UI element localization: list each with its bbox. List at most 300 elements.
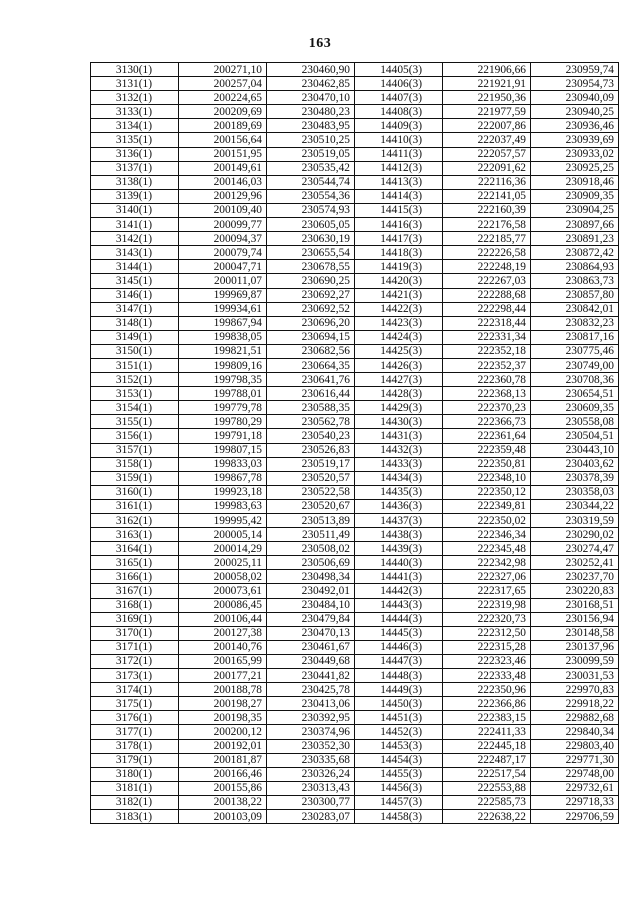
cell-point-id-right: 14434(3) — [355, 471, 443, 485]
table-row — [91, 485, 619, 499]
cell-x-left: 200198,27 — [179, 697, 267, 711]
cell-y-left: 230540,23 — [267, 429, 355, 443]
cell-x-left: 199995,42 — [179, 514, 267, 528]
cell-y-right: 229840,34 — [531, 725, 619, 739]
table-row — [91, 654, 619, 668]
cell-point-id-left: 3172(1) — [91, 654, 179, 668]
cell-x-right: 221921,91 — [443, 77, 531, 91]
cell-y-left: 230335,68 — [267, 753, 355, 767]
cell-x-left: 199798,35 — [179, 373, 267, 387]
cell-point-id-right: 14447(3) — [355, 654, 443, 668]
cell-point-id-left: 3132(1) — [91, 91, 179, 105]
cell-y-left: 230664,35 — [267, 358, 355, 372]
cell-y-right: 229718,33 — [531, 795, 619, 809]
cell-y-left: 230641,76 — [267, 373, 355, 387]
cell-point-id-right: 14420(3) — [355, 274, 443, 288]
cell-point-id-right: 14408(3) — [355, 105, 443, 119]
cell-x-left: 200086,45 — [179, 598, 267, 612]
cell-point-id-left: 3131(1) — [91, 77, 179, 91]
cell-point-id-right: 14449(3) — [355, 683, 443, 697]
table-row — [91, 387, 619, 401]
cell-point-id-left: 3177(1) — [91, 725, 179, 739]
cell-x-right: 222368,13 — [443, 387, 531, 401]
cell-x-right: 222585,73 — [443, 795, 531, 809]
cell-x-left: 199838,05 — [179, 330, 267, 344]
cell-x-right: 222342,98 — [443, 556, 531, 570]
table-row — [91, 542, 619, 556]
cell-y-right: 230168,51 — [531, 598, 619, 612]
cell-point-id-right: 14418(3) — [355, 246, 443, 260]
cell-y-left: 230462,85 — [267, 77, 355, 91]
cell-x-left: 200047,71 — [179, 260, 267, 274]
cell-point-id-right: 14423(3) — [355, 316, 443, 330]
cell-y-left: 230630,19 — [267, 232, 355, 246]
cell-point-id-right: 14457(3) — [355, 795, 443, 809]
table-row — [91, 598, 619, 612]
cell-point-id-left: 3166(1) — [91, 570, 179, 584]
cell-x-right: 222323,46 — [443, 654, 531, 668]
cell-y-left: 230352,30 — [267, 739, 355, 753]
cell-point-id-left: 3142(1) — [91, 232, 179, 246]
cell-x-left: 199969,87 — [179, 288, 267, 302]
cell-y-right: 230918,46 — [531, 175, 619, 189]
cell-point-id-right: 14421(3) — [355, 288, 443, 302]
cell-x-right: 222037,49 — [443, 133, 531, 147]
cell-y-right: 229771,30 — [531, 753, 619, 767]
cell-x-right: 222366,86 — [443, 697, 531, 711]
cell-x-left: 200140,76 — [179, 640, 267, 654]
table-row — [91, 499, 619, 513]
table-row — [91, 77, 619, 91]
cell-x-left: 200200,12 — [179, 725, 267, 739]
cell-x-left: 200151,95 — [179, 147, 267, 161]
table-row — [91, 274, 619, 288]
table-row — [91, 626, 619, 640]
cell-x-right: 222248,19 — [443, 260, 531, 274]
cell-x-left: 200058,02 — [179, 570, 267, 584]
cell-y-right: 230939,69 — [531, 133, 619, 147]
cell-x-right: 222350,02 — [443, 514, 531, 528]
table-row — [91, 683, 619, 697]
cell-y-right: 230940,09 — [531, 91, 619, 105]
table-row — [91, 358, 619, 372]
cell-y-right: 229882,68 — [531, 711, 619, 725]
cell-point-id-right: 14455(3) — [355, 767, 443, 781]
cell-x-left: 199833,03 — [179, 457, 267, 471]
cell-point-id-left: 3140(1) — [91, 203, 179, 217]
table-row — [91, 373, 619, 387]
cell-y-left: 230694,15 — [267, 330, 355, 344]
cell-x-right: 222411,33 — [443, 725, 531, 739]
cell-y-right: 230609,35 — [531, 401, 619, 415]
cell-y-left: 230510,25 — [267, 133, 355, 147]
cell-point-id-right: 14415(3) — [355, 203, 443, 217]
cell-point-id-left: 3180(1) — [91, 767, 179, 781]
cell-y-right: 230842,01 — [531, 302, 619, 316]
cell-x-left: 200271,10 — [179, 63, 267, 77]
cell-point-id-left: 3160(1) — [91, 485, 179, 499]
cell-x-right: 222517,54 — [443, 767, 531, 781]
table-row — [91, 330, 619, 344]
cell-y-left: 230470,13 — [267, 626, 355, 640]
cell-point-id-right: 14431(3) — [355, 429, 443, 443]
cell-y-left: 230690,25 — [267, 274, 355, 288]
cell-point-id-right: 14437(3) — [355, 514, 443, 528]
cell-point-id-right: 14416(3) — [355, 218, 443, 232]
table-row — [91, 767, 619, 781]
cell-y-left: 230508,02 — [267, 542, 355, 556]
table-row — [91, 133, 619, 147]
cell-y-left: 230326,24 — [267, 767, 355, 781]
cell-y-left: 230283,07 — [267, 809, 355, 823]
cell-x-left: 200189,69 — [179, 119, 267, 133]
cell-point-id-right: 14414(3) — [355, 189, 443, 203]
cell-y-right: 230252,41 — [531, 556, 619, 570]
cell-x-left: 199807,15 — [179, 443, 267, 457]
cell-point-id-left: 3159(1) — [91, 471, 179, 485]
cell-y-right: 230864,93 — [531, 260, 619, 274]
cell-point-id-right: 14413(3) — [355, 175, 443, 189]
table-row — [91, 640, 619, 654]
cell-x-right: 222298,44 — [443, 302, 531, 316]
cell-x-left: 200155,86 — [179, 781, 267, 795]
page-number: 163 — [308, 36, 332, 51]
table-row — [91, 612, 619, 626]
cell-x-right: 222057,57 — [443, 147, 531, 161]
cell-point-id-left: 3179(1) — [91, 753, 179, 767]
cell-x-left: 200011,07 — [179, 274, 267, 288]
cell-y-left: 230441,82 — [267, 669, 355, 683]
cell-x-right: 222185,77 — [443, 232, 531, 246]
table-row — [91, 415, 619, 429]
cell-point-id-left: 3152(1) — [91, 373, 179, 387]
cell-x-right: 222331,34 — [443, 330, 531, 344]
cell-y-left: 230492,01 — [267, 584, 355, 598]
cell-y-right: 230857,80 — [531, 288, 619, 302]
cell-x-right: 222312,50 — [443, 626, 531, 640]
cell-x-left: 199821,51 — [179, 344, 267, 358]
cell-y-left: 230483,95 — [267, 119, 355, 133]
cell-y-right: 230237,70 — [531, 570, 619, 584]
cell-point-id-right: 14456(3) — [355, 781, 443, 795]
cell-y-left: 230692,52 — [267, 302, 355, 316]
cell-y-left: 230616,44 — [267, 387, 355, 401]
cell-point-id-right: 14448(3) — [355, 669, 443, 683]
table-row — [91, 203, 619, 217]
cell-x-left: 200177,21 — [179, 669, 267, 683]
cell-point-id-left: 3145(1) — [91, 274, 179, 288]
cell-y-left: 230526,83 — [267, 443, 355, 457]
cell-y-right: 230290,02 — [531, 528, 619, 542]
cell-x-right: 222361,64 — [443, 429, 531, 443]
table-row — [91, 584, 619, 598]
cell-point-id-right: 14406(3) — [355, 77, 443, 91]
cell-y-right: 230099,59 — [531, 654, 619, 668]
cell-y-left: 230520,57 — [267, 471, 355, 485]
cell-y-right: 230817,16 — [531, 330, 619, 344]
cell-x-left: 200106,44 — [179, 612, 267, 626]
cell-y-left: 230605,05 — [267, 218, 355, 232]
table-row — [91, 457, 619, 471]
cell-y-right: 230775,46 — [531, 344, 619, 358]
cell-x-left: 200094,37 — [179, 232, 267, 246]
cell-x-right: 222553,88 — [443, 781, 531, 795]
cell-x-right: 222352,37 — [443, 358, 531, 372]
cell-x-left: 199791,18 — [179, 429, 267, 443]
cell-x-left: 200149,61 — [179, 161, 267, 175]
table-row — [91, 795, 619, 809]
table-row — [91, 570, 619, 584]
cell-y-left: 230554,36 — [267, 189, 355, 203]
cell-x-right: 222160,39 — [443, 203, 531, 217]
cell-y-right: 230319,59 — [531, 514, 619, 528]
cell-y-left: 230562,78 — [267, 415, 355, 429]
cell-x-right: 221977,59 — [443, 105, 531, 119]
cell-point-id-left: 3141(1) — [91, 218, 179, 232]
table-row — [91, 91, 619, 105]
cell-y-left: 230520,67 — [267, 499, 355, 513]
cell-point-id-right: 14410(3) — [355, 133, 443, 147]
cell-point-id-right: 14419(3) — [355, 260, 443, 274]
cell-x-left: 200079,74 — [179, 246, 267, 260]
cell-y-right: 230220,83 — [531, 584, 619, 598]
table-row — [91, 302, 619, 316]
table-row — [91, 232, 619, 246]
table-row — [91, 63, 619, 77]
cell-x-left: 200224,65 — [179, 91, 267, 105]
cell-x-left: 199923,18 — [179, 485, 267, 499]
cell-y-right: 230708,36 — [531, 373, 619, 387]
cell-x-right: 222333,48 — [443, 669, 531, 683]
cell-y-right: 230031,53 — [531, 669, 619, 683]
cell-x-left: 200099,77 — [179, 218, 267, 232]
cell-y-right: 230872,42 — [531, 246, 619, 260]
cell-point-id-left: 3176(1) — [91, 711, 179, 725]
cell-point-id-left: 3136(1) — [91, 147, 179, 161]
cell-x-right: 222226,58 — [443, 246, 531, 260]
table-row — [91, 260, 619, 274]
cell-point-id-right: 14436(3) — [355, 499, 443, 513]
cell-y-left: 230480,23 — [267, 105, 355, 119]
cell-y-right: 230863,73 — [531, 274, 619, 288]
cell-y-right: 230936,46 — [531, 119, 619, 133]
cell-y-left: 230460,90 — [267, 63, 355, 77]
cell-point-id-left: 3135(1) — [91, 133, 179, 147]
cell-y-left: 230522,58 — [267, 485, 355, 499]
cell-y-right: 229803,40 — [531, 739, 619, 753]
table-row — [91, 739, 619, 753]
cell-y-right: 230504,51 — [531, 429, 619, 443]
cell-point-id-left: 3150(1) — [91, 344, 179, 358]
cell-x-left: 200025,11 — [179, 556, 267, 570]
cell-point-id-left: 3148(1) — [91, 316, 179, 330]
coordinates-table — [90, 62, 619, 824]
cell-x-right: 222445,18 — [443, 739, 531, 753]
cell-y-right: 230933,02 — [531, 147, 619, 161]
cell-y-left: 230513,89 — [267, 514, 355, 528]
cell-x-left: 200073,61 — [179, 584, 267, 598]
cell-x-right: 221950,36 — [443, 91, 531, 105]
cell-point-id-left: 3165(1) — [91, 556, 179, 570]
cell-y-left: 230544,74 — [267, 175, 355, 189]
cell-x-right: 222360,78 — [443, 373, 531, 387]
cell-y-right: 229918,22 — [531, 697, 619, 711]
table-row — [91, 809, 619, 823]
cell-point-id-left: 3174(1) — [91, 683, 179, 697]
cell-point-id-right: 14440(3) — [355, 556, 443, 570]
cell-x-left: 200257,04 — [179, 77, 267, 91]
cell-x-left: 200156,64 — [179, 133, 267, 147]
cell-point-id-left: 3139(1) — [91, 189, 179, 203]
cell-point-id-left: 3134(1) — [91, 119, 179, 133]
cell-y-left: 230461,67 — [267, 640, 355, 654]
cell-x-left: 199779,78 — [179, 401, 267, 415]
table-row — [91, 105, 619, 119]
cell-point-id-left: 3146(1) — [91, 288, 179, 302]
cell-x-right: 222345,48 — [443, 542, 531, 556]
cell-y-right: 230749,00 — [531, 358, 619, 372]
cell-y-left: 230374,96 — [267, 725, 355, 739]
table-row — [91, 119, 619, 133]
cell-point-id-left: 3161(1) — [91, 499, 179, 513]
cell-point-id-left: 3157(1) — [91, 443, 179, 457]
cell-x-left: 200014,29 — [179, 542, 267, 556]
table-row — [91, 401, 619, 415]
cell-x-left: 199934,61 — [179, 302, 267, 316]
cell-point-id-right: 14433(3) — [355, 457, 443, 471]
cell-y-right: 230156,94 — [531, 612, 619, 626]
cell-point-id-left: 3149(1) — [91, 330, 179, 344]
table-row — [91, 781, 619, 795]
table-row — [91, 514, 619, 528]
cell-x-left: 200129,96 — [179, 189, 267, 203]
cell-x-right: 222141,05 — [443, 189, 531, 203]
cell-y-left: 230479,84 — [267, 612, 355, 626]
cell-x-right: 222116,36 — [443, 175, 531, 189]
cell-point-id-left: 3151(1) — [91, 358, 179, 372]
cell-y-right: 230897,66 — [531, 218, 619, 232]
cell-point-id-right: 14450(3) — [355, 697, 443, 711]
cell-x-left: 199780,29 — [179, 415, 267, 429]
cell-point-id-right: 14442(3) — [355, 584, 443, 598]
cell-x-right: 222320,73 — [443, 612, 531, 626]
cell-point-id-left: 3133(1) — [91, 105, 179, 119]
cell-point-id-right: 14435(3) — [355, 485, 443, 499]
cell-point-id-left: 3155(1) — [91, 415, 179, 429]
cell-point-id-left: 3137(1) — [91, 161, 179, 175]
cell-x-right: 222359,48 — [443, 443, 531, 457]
cell-point-id-right: 14453(3) — [355, 739, 443, 753]
cell-point-id-right: 14452(3) — [355, 725, 443, 739]
cell-x-right: 222348,10 — [443, 471, 531, 485]
cell-y-left: 230655,54 — [267, 246, 355, 260]
cell-y-left: 230470,10 — [267, 91, 355, 105]
cell-point-id-left: 3164(1) — [91, 542, 179, 556]
table-row — [91, 753, 619, 767]
cell-point-id-left: 3144(1) — [91, 260, 179, 274]
cell-point-id-right: 14439(3) — [355, 542, 443, 556]
cell-point-id-left: 3156(1) — [91, 429, 179, 443]
cell-y-right: 230148,58 — [531, 626, 619, 640]
cell-y-right: 230904,25 — [531, 203, 619, 217]
cell-x-right: 221906,66 — [443, 63, 531, 77]
cell-y-left: 230588,35 — [267, 401, 355, 415]
cell-point-id-right: 14441(3) — [355, 570, 443, 584]
cell-y-left: 230682,56 — [267, 344, 355, 358]
cell-x-right: 222352,18 — [443, 344, 531, 358]
cell-point-id-left: 3163(1) — [91, 528, 179, 542]
cell-y-right: 230403,62 — [531, 457, 619, 471]
cell-x-left: 200146,03 — [179, 175, 267, 189]
cell-point-id-left: 3162(1) — [91, 514, 179, 528]
cell-x-left: 200165,99 — [179, 654, 267, 668]
cell-x-left: 200138,22 — [179, 795, 267, 809]
table-row — [91, 344, 619, 358]
table-row — [91, 246, 619, 260]
cell-point-id-left: 3153(1) — [91, 387, 179, 401]
cell-x-right: 222350,96 — [443, 683, 531, 697]
cell-point-id-right: 14411(3) — [355, 147, 443, 161]
cell-x-right: 222091,62 — [443, 161, 531, 175]
cell-y-right: 230137,96 — [531, 640, 619, 654]
cell-point-id-right: 14427(3) — [355, 373, 443, 387]
cell-point-id-left: 3170(1) — [91, 626, 179, 640]
cell-y-right: 229970,83 — [531, 683, 619, 697]
cell-point-id-left: 3167(1) — [91, 584, 179, 598]
cell-y-left: 230449,68 — [267, 654, 355, 668]
table-row — [91, 528, 619, 542]
cell-point-id-left: 3143(1) — [91, 246, 179, 260]
cell-y-left: 230678,55 — [267, 260, 355, 274]
cell-y-right: 230378,39 — [531, 471, 619, 485]
cell-x-right: 222315,28 — [443, 640, 531, 654]
cell-point-id-right: 14446(3) — [355, 640, 443, 654]
cell-y-right: 230891,23 — [531, 232, 619, 246]
cell-point-id-right: 14443(3) — [355, 598, 443, 612]
cell-y-right: 230954,73 — [531, 77, 619, 91]
cell-point-id-left: 3147(1) — [91, 302, 179, 316]
cell-y-left: 230692,27 — [267, 288, 355, 302]
table-row — [91, 147, 619, 161]
table-row — [91, 697, 619, 711]
cell-y-right: 230344,22 — [531, 499, 619, 513]
cell-point-id-right: 14425(3) — [355, 344, 443, 358]
cell-point-id-left: 3154(1) — [91, 401, 179, 415]
cell-y-left: 230300,77 — [267, 795, 355, 809]
cell-point-id-right: 14451(3) — [355, 711, 443, 725]
cell-x-left: 200109,40 — [179, 203, 267, 217]
cell-x-right: 222317,65 — [443, 584, 531, 598]
cell-x-right: 222487,17 — [443, 753, 531, 767]
cell-point-id-left: 3181(1) — [91, 781, 179, 795]
cell-x-left: 200181,87 — [179, 753, 267, 767]
cell-x-right: 222349,81 — [443, 499, 531, 513]
cell-y-left: 230425,78 — [267, 683, 355, 697]
cell-y-left: 230484,10 — [267, 598, 355, 612]
cell-y-right: 230959,74 — [531, 63, 619, 77]
table-row — [91, 711, 619, 725]
cell-x-right: 222327,06 — [443, 570, 531, 584]
cell-y-right: 230654,51 — [531, 387, 619, 401]
cell-y-right: 230274,47 — [531, 542, 619, 556]
cell-point-id-right: 14422(3) — [355, 302, 443, 316]
cell-point-id-right: 14444(3) — [355, 612, 443, 626]
cell-x-right: 222346,34 — [443, 528, 531, 542]
cell-y-left: 230392,95 — [267, 711, 355, 725]
cell-y-left: 230574,93 — [267, 203, 355, 217]
cell-x-left: 199788,01 — [179, 387, 267, 401]
cell-y-left: 230511,49 — [267, 528, 355, 542]
